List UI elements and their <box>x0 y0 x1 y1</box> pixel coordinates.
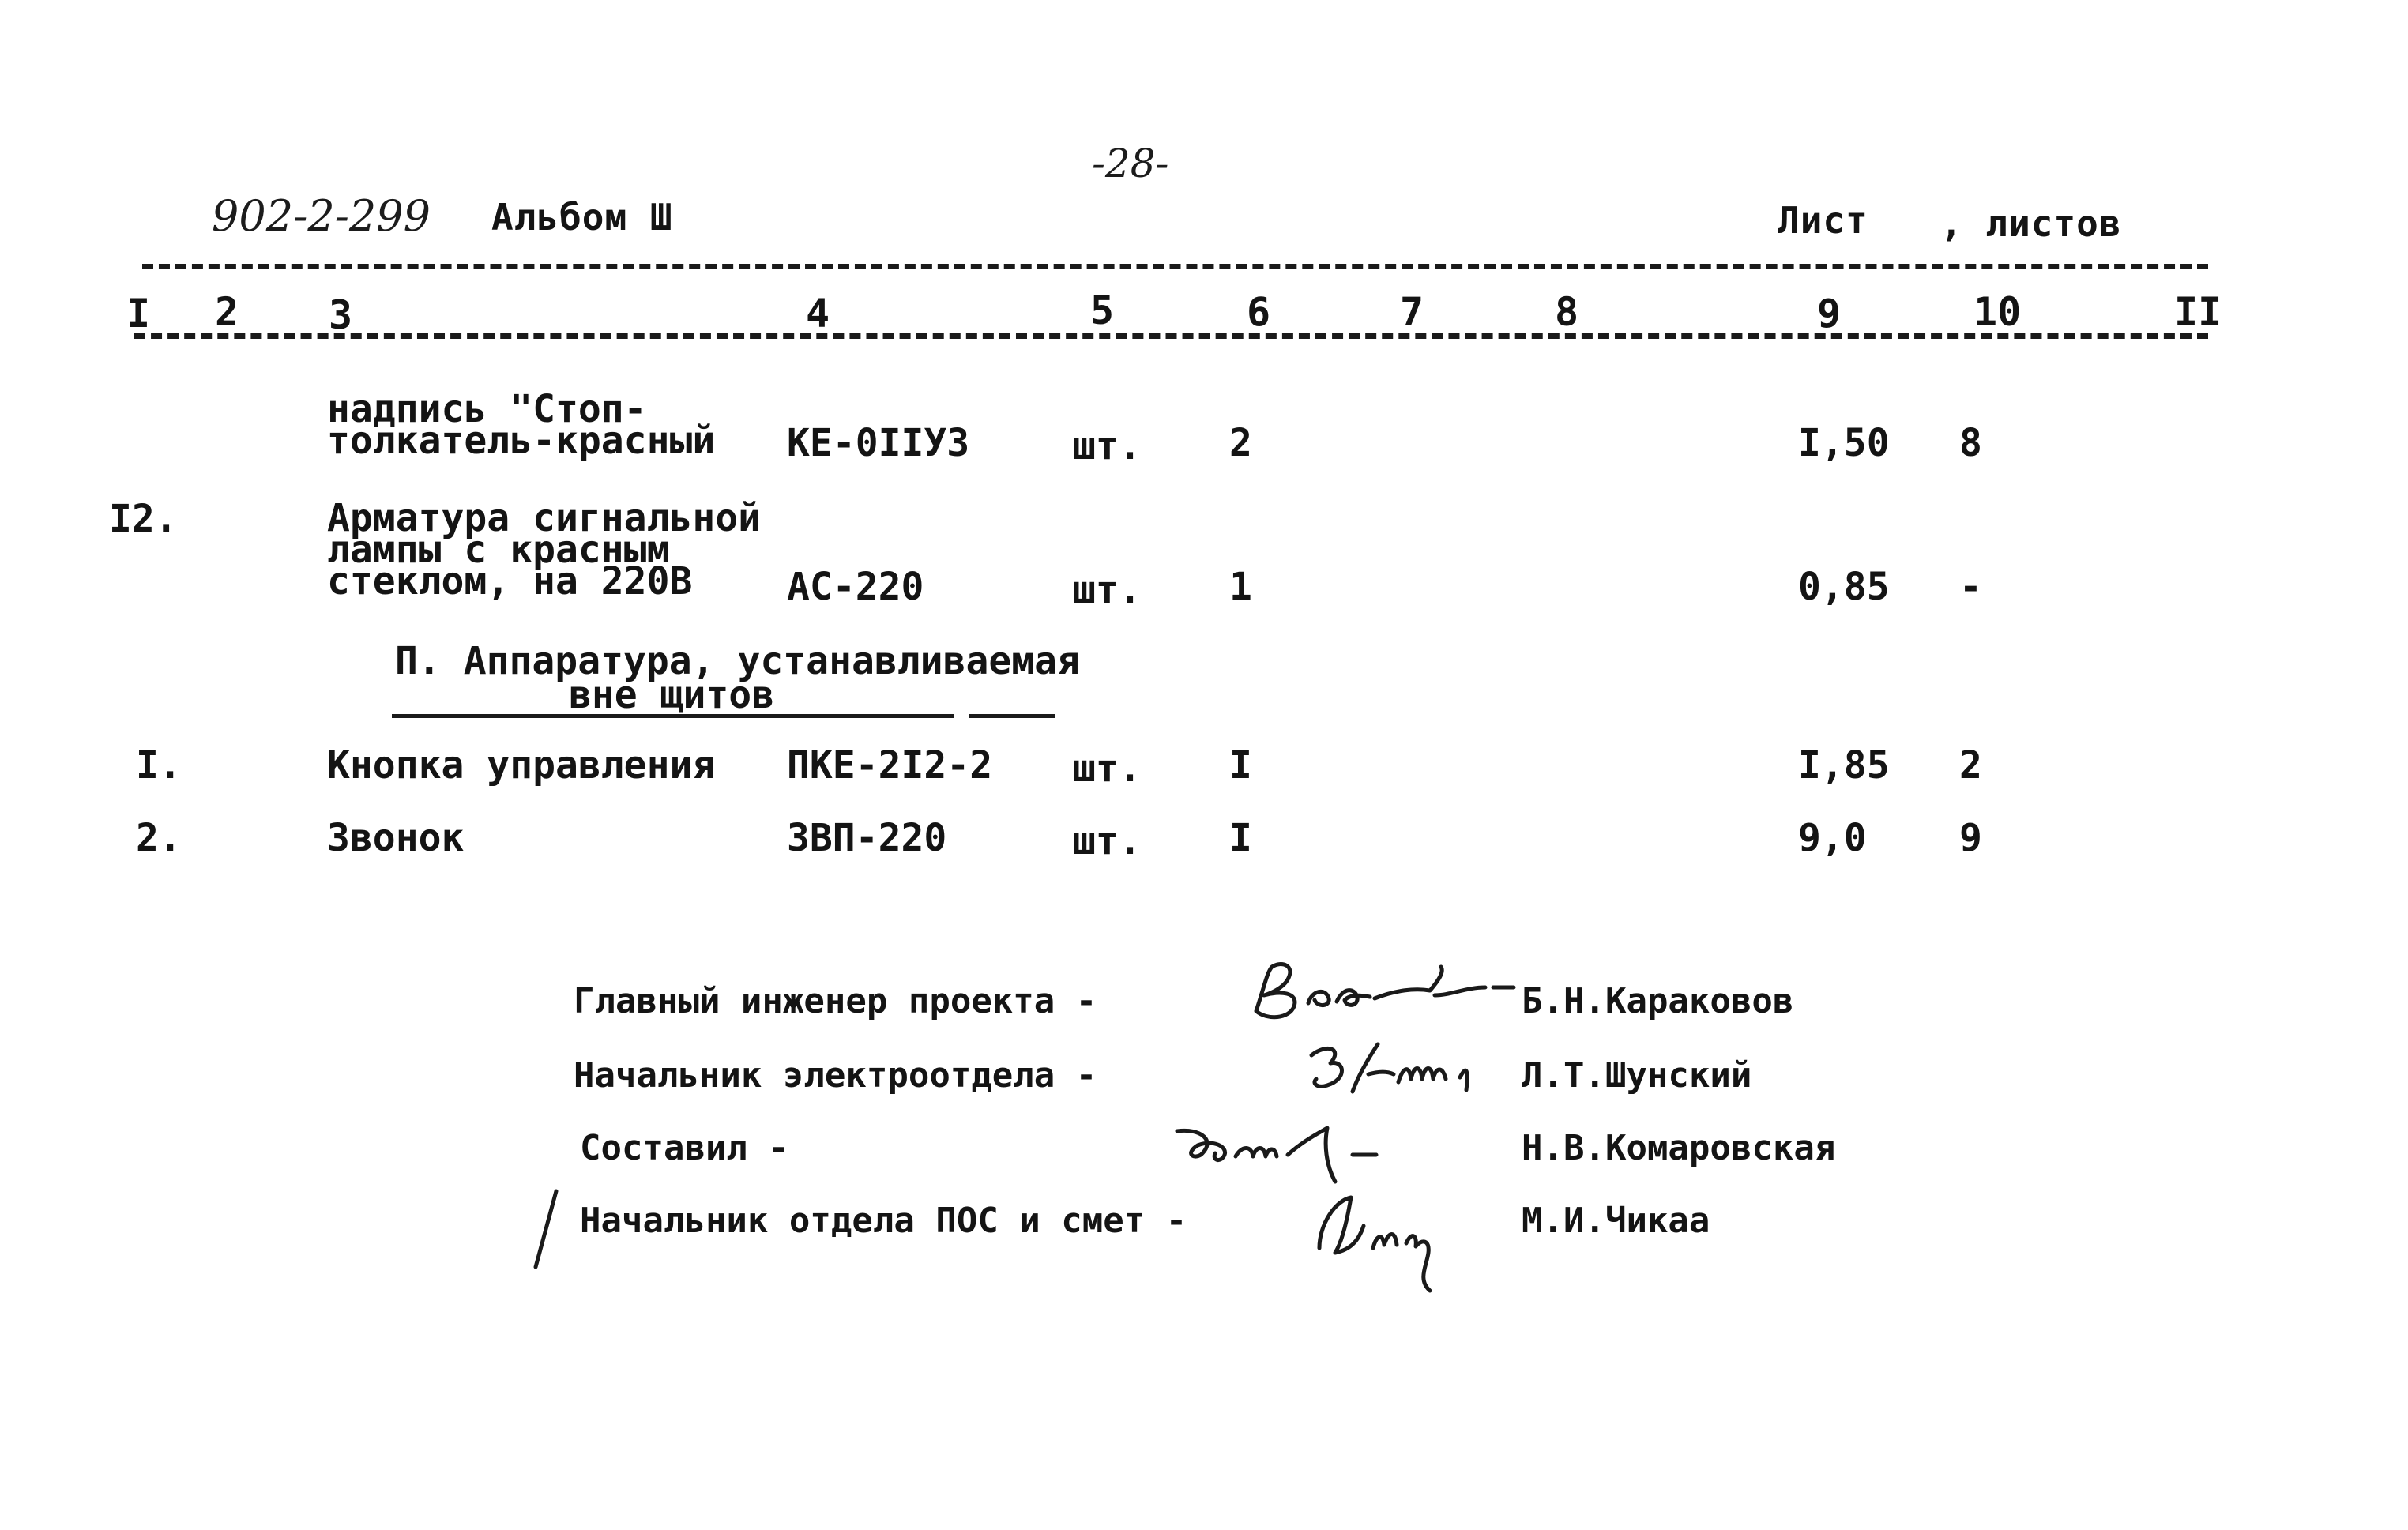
page-number: -28- <box>1092 141 1169 186</box>
signature-role: Составил - <box>580 1128 789 1168</box>
signature-name: Б.Н.Караковов <box>1522 981 1794 1021</box>
item-col10: 8 <box>1959 421 1982 465</box>
column-number: 5 <box>1090 288 1115 333</box>
column-number: 6 <box>1247 289 1271 335</box>
column-number: 2 <box>215 289 239 335</box>
column-number: 10 <box>1973 289 2022 335</box>
item-name: Звонок <box>327 816 465 860</box>
signature-name: М.И.Чикаа <box>1522 1201 1710 1241</box>
item-code: АС-220 <box>787 565 924 609</box>
item-code: КЕ-0IIУ3 <box>787 421 970 465</box>
item-unit: шт. <box>1073 819 1142 863</box>
column-number: 3 <box>329 292 353 338</box>
column-number: 4 <box>806 291 830 336</box>
item-number: I2. <box>109 497 178 541</box>
item-col10: 2 <box>1959 743 1982 788</box>
item-qty: I <box>1229 743 1252 788</box>
item-code: ПКЕ-2I2-2 <box>787 743 993 788</box>
column-number: 9 <box>1817 291 1842 336</box>
item-code: ЗВП-220 <box>787 816 947 860</box>
section-underline <box>392 714 954 718</box>
section-title-continued: вне щитов <box>569 673 775 717</box>
column-number: I <box>126 291 151 336</box>
column-number: II <box>2174 289 2222 335</box>
signature-name: Л.Т.Шунский <box>1522 1055 1752 1096</box>
item-col9: 0,85 <box>1798 565 1890 609</box>
item-name: надпись "Стоп- толкатель-красный <box>327 387 716 463</box>
item-name: Арматура сигнальной лампы с красным стеклом, на 220В <box>327 496 762 603</box>
album-label: Альбом Ш <box>491 196 673 239</box>
item-qty: 2 <box>1229 421 1252 465</box>
section-underline <box>969 714 1055 718</box>
item-unit: шт. <box>1073 746 1142 791</box>
handwritten-signature-icon <box>1288 1177 1477 1295</box>
item-qty: I <box>1229 816 1252 860</box>
signature-role: Главный инженер проекта - <box>574 981 1097 1021</box>
column-number: 7 <box>1400 289 1424 335</box>
signature-role: Начальник электроотдела - <box>574 1055 1097 1096</box>
section-title: П. Аппаратура, устанавливаемая <box>395 639 1080 683</box>
signature-role: Начальник отдела ПОС и смет - <box>580 1201 1187 1241</box>
item-col9: 9,0 <box>1798 816 1867 860</box>
item-col9: I,50 <box>1798 421 1890 465</box>
item-col9: I,85 <box>1798 743 1890 788</box>
item-col10: 9 <box>1959 816 1982 860</box>
sheet-label: Лист <box>1778 199 1868 242</box>
sheets-label: , листов <box>1940 202 2122 245</box>
item-name: Кнопка управления <box>327 743 716 788</box>
item-number: 2. <box>136 816 182 860</box>
column-numbers-underline <box>134 333 2208 339</box>
item-number: I. <box>136 743 182 788</box>
handwritten-signature-icon <box>1280 1027 1501 1114</box>
column-number: 8 <box>1555 289 1579 335</box>
item-unit: шт. <box>1073 424 1142 468</box>
item-unit: шт. <box>1073 568 1142 612</box>
signature-name: Н.В.Комаровская <box>1522 1128 1836 1168</box>
item-col10: - <box>1959 565 1982 609</box>
handwritten-signature-icon <box>1232 956 1517 1035</box>
header-separator <box>142 264 2208 269</box>
doc-code: 902-2-299 <box>212 191 431 241</box>
item-qty: 1 <box>1229 565 1252 609</box>
margin-mark-icon <box>529 1185 561 1272</box>
